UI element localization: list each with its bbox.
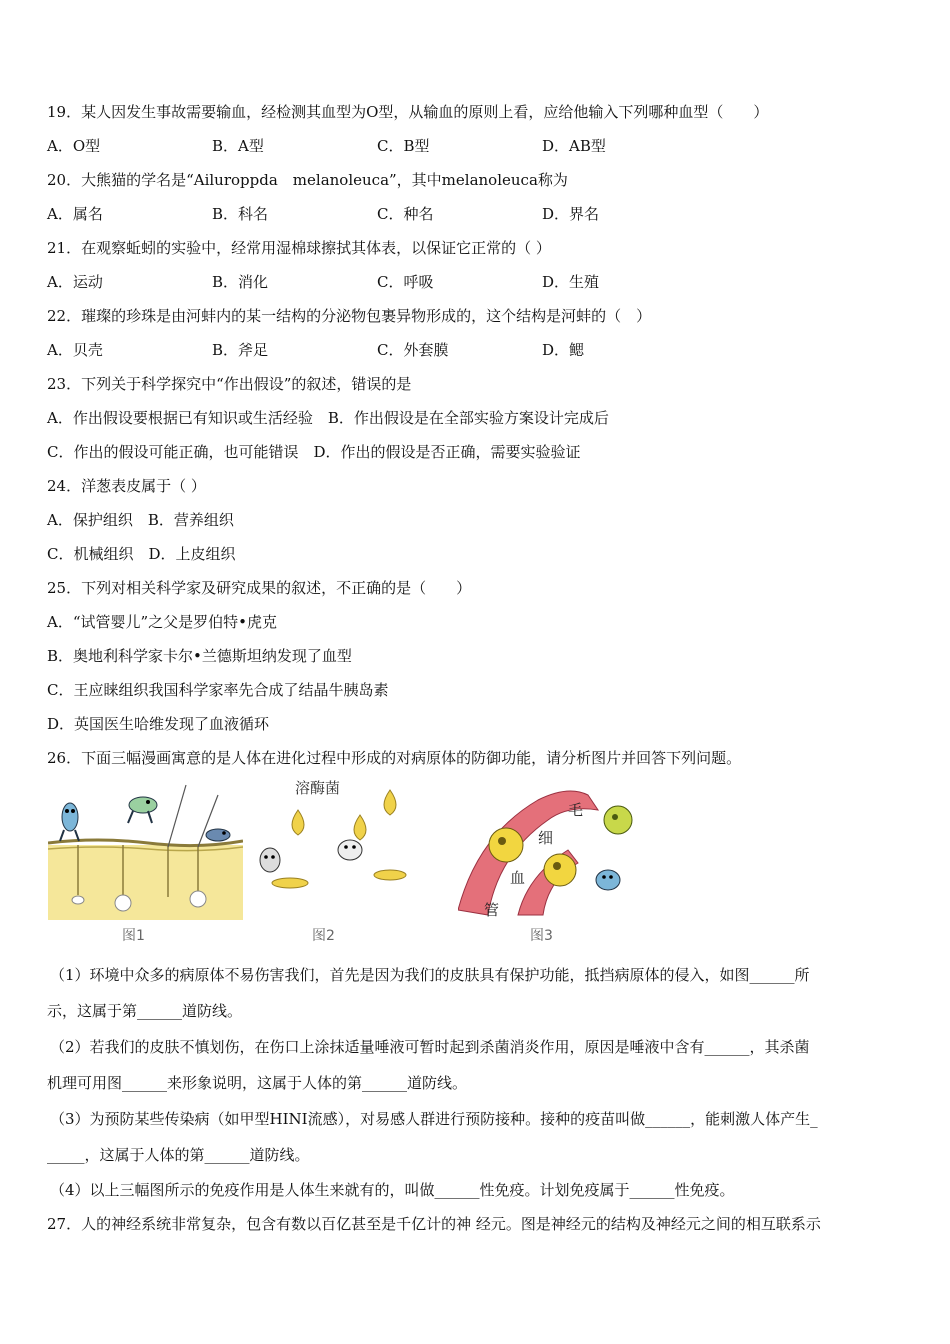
q25-option-c: C．王应睐组织我国科学家率先合成了结晶牛胰岛素 [47,681,389,699]
q19-option-c: C．B型 [377,137,430,155]
figure-3-label-mao: 毛 [568,801,584,819]
q20-option-a: A．属名 [47,205,103,223]
q26-sub4: （4）以上三幅图所示的免疫作用是人体生来就有的，叫做______性免疫。计划免疫属于______性免疫。 [50,1181,735,1199]
q25-option-a: A．“试管婴儿”之父是罗伯特•虎克 [47,613,278,631]
q22-option-a: A．贝壳 [47,341,103,359]
q22-option-d: D．鳃 [542,341,585,359]
q25-stem: 25．下列对相关科学家及研究成果的叙述，不正确的是（ ） [47,579,472,597]
q21-option-a: A．运动 [47,273,103,291]
q26-sub3-line2: _____，这属于人体的第______道防线。 [47,1146,310,1164]
q20-option-c: C．种名 [377,205,434,223]
germ-icon [260,848,280,872]
q25-option-b: B．奥地利科学家卡尔•兰德斯坦纳发现了血型 [47,647,352,665]
q26-sub2-line2: 机理可用图______来形象说明，这属于人体的第______道防线。 [47,1074,468,1092]
q27-stem: 27．人的神经系统非常复杂，包含有数以百亿甚至是千亿计的神 经元。图是神经元的结构及神经元之间的相互联系示 [47,1215,821,1233]
figure-1-skin-barrier [48,775,243,920]
q21-option-d: D．生殖 [542,273,600,291]
q23-options-cd: C．作出的假设可能正确，也可能错误 D．作出的假设是否正确，需要实验验证 [47,443,581,461]
figure-2-lysozyme [250,775,430,920]
phagocyte-icon [544,854,576,886]
q26-sub2-line1: （2）若我们的皮肤不慎划伤，在伤口上涂抹适量唾液可暂时起到杀菌消炎作用，原因是唾液中含有______，其杀菌 [50,1038,810,1056]
germ-icon [60,803,79,841]
figure-3-label-xi: 细 [538,829,554,847]
q19-stem: 19．某人因发生事故需要输血，经检测其血型为O型，从输血的原则上看，应给他输入下列哪种血型（ ） [47,103,769,121]
q26-sub1-line1: （1）环境中众多的病原体不易伤害我们，首先是因为我们的皮肤具有保护功能，抵挡病原体的侵入，如图______所 [50,966,810,984]
germ-icon [596,870,620,890]
q26-sub3-line1: （3）为预防某些传染病（如甲型HINI流感），对易感人群进行预防接种。接种的疫苗叫做______，能刺激人体产生_ [50,1110,818,1128]
lysozyme-drop-icon [292,790,396,840]
q20-option-d: D．界名 [542,205,600,223]
q22-option-c: C．外套膜 [377,341,449,359]
q19-option-b: B．A型 [212,137,264,155]
figure-2-label: 溶酶菌 [295,779,341,797]
figure-2-caption: 图2 [312,928,335,944]
q22-option-b: B．斧足 [212,341,269,359]
q19-option-d: D．AB型 [542,137,606,155]
q21-stem: 21．在观察蚯蚓的实验中，经常用湿棉球擦拭其体表，以保证它正常的（ ） [47,239,551,257]
q21-option-c: C．呼吸 [377,273,434,291]
q20-option-b: B．科名 [212,205,269,223]
q25-option-d: D．英国医生哈维发现了血液循环 [47,715,270,733]
figure-3-capillary [458,775,638,920]
q26-sub1-line2: 示，这属于第______道防线。 [47,1002,243,1020]
q22-stem: 22．璀璨的珍珠是由河蚌内的某一结构的分泌物包裹异物形成的，这个结构是河蚌的（ ） [47,307,652,325]
q26-stem: 26．下面三幅漫画寓意的是人体在进化过程中形成的对病原体的防御功能，请分析图片并回答下列问题。 [47,749,742,767]
q21-option-b: B．消化 [212,273,269,291]
figure-3-label-guan: 管 [484,901,500,919]
q24-options-ab: A．保护组织 B．营养组织 [47,511,234,529]
germ-icon [338,840,362,860]
q23-options-ab: A．作出假设要根据已有知识或生活经验 B．作出假设是在全部实验方案设计完成后 [47,409,609,427]
q24-stem: 24．洋葱表皮属于（ ） [47,477,206,495]
figure-1-caption: 图1 [122,928,145,944]
phagocyte-icon [604,806,632,834]
q20-stem: 20．大熊猫的学名是“Ailuroppda melanoleuca”，其中melanoleuca称为 [47,171,568,189]
q23-stem: 23．下列关于科学探究中“作出假设”的叙述，错误的是 [47,375,412,393]
q24-options-cd: C．机械组织 D．上皮组织 [47,545,236,563]
figure-3-label-xue: 血 [510,869,526,887]
germ-icon [206,829,230,841]
q19-option-a: A．O型 [47,137,101,155]
figure-3-caption: 图3 [530,928,553,944]
phagocyte-icon [489,828,523,862]
germ-icon [128,797,157,823]
